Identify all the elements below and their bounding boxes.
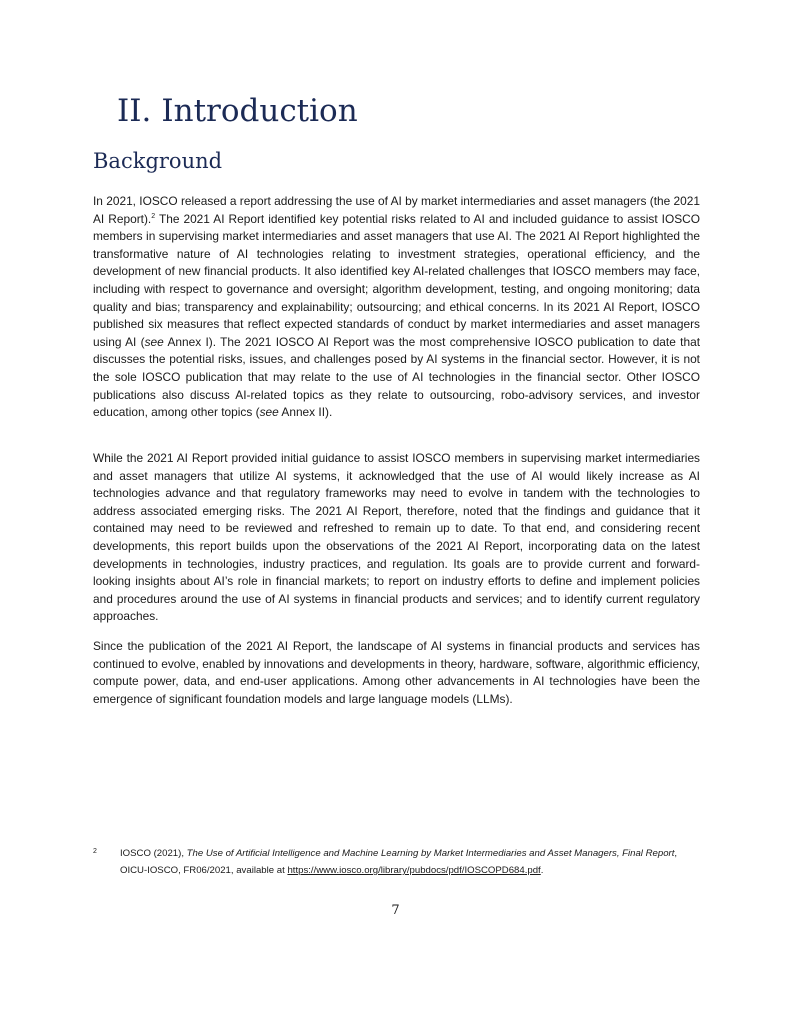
footnote-middle: , OICU-IOSCO, FR06/2021, available at xyxy=(120,848,678,876)
footnote xyxy=(93,845,700,879)
chapter-title: Introduction xyxy=(161,93,358,129)
see-italic: see xyxy=(144,334,164,349)
footnote-report-title: The Use of Artificial Intelligence and Machine Learning by Market Intermediaries and Asset Managers, Final Report xyxy=(186,848,675,859)
paragraph-background-1 xyxy=(93,193,700,422)
footnote-reference[interactable]: 2 xyxy=(151,212,156,220)
paragraph-text: The 2021 AI Report identified key potential risks related to AI and included guidance to assist IOSCO members in supervising market intermediaries and asset managers that use AI. The 2021 AI Report highlighted the transformative nature of AI technologies relating to investment strategies, operational efficiency, and the development of new financial products. It also identified key AI-related challenges that IOSCO members may face, including with respect to governance and oversight; algorithm development, testing, and ongoing monitoring; data quality and bias; transparency and explainability; outsourcing; and ethical concerns. In its 2021 AI Report, IOSCO published six measures that reflect expected standards of conduct by market intermediaries and asset managers using AI ( xyxy=(93,211,700,349)
paragraph-background-2: While the 2021 AI Report provided initial guidance to assist IOSCO members in supervising market intermediaries and asset managers that utilize AI systems, it acknowledged that the use of AI would likely increase as AI technologies advance and that regulatory frameworks may need to evolve in tandem with the technologies to address associated emerging risks. The 2021 AI Report, therefore, noted that the findings and guidance that it contained may need to be reviewed and refreshed to remain up to date. To that end, and considering recent developments, this report builds upon the observations of the 2021 AI Report, incorporating data on the latest developments in technologies, industry practices, and regulation. Its goals are to provide current and forward-looking insights about AI’s role in financial markets; to report on industry efforts to define and implement policies and procedures around the use of AI systems in financial products and services; and to identify current regulatory approaches. xyxy=(93,451,700,624)
paragraph-text: Annex II). xyxy=(278,405,333,420)
see-italic: see xyxy=(259,405,279,420)
footnote-link[interactable]: https://www.iosco.org/library/pubdocs/pdf/IOSCOPD684.pdf xyxy=(287,865,541,876)
paragraph-text: In 2021, IOSCO released a report addressing the use of AI by market intermediaries and asset managers (the 2021 AI Report). xyxy=(93,194,700,226)
paragraph-background-3: Since the publication of the 2021 AI Report, the landscape of AI systems in financial products and services has continued to evolve, enabled by innovations and developments in theory, hardware, software, algorithmic efficiency, compute power, data, and end-user applications. Among other advancements in AI technologies have been the emergence of significant foundation models and large language models (LLMs). xyxy=(93,639,700,706)
chapter-heading xyxy=(117,93,358,129)
footnote-text xyxy=(120,845,700,879)
footnote-number: 2 xyxy=(93,848,97,855)
section-heading: Background xyxy=(93,149,223,173)
page-number: 7 xyxy=(391,903,400,918)
footnote-prefix: IOSCO (2021), xyxy=(120,848,187,859)
paragraph-text: Annex I). The 2021 IOSCO AI Report was the most comprehensive IOSCO publication to date that discusses the potential risks, issues, and challenges posed by AI systems in the financial sector. However, it is not the sole IOSCO publication that may relate to the use of AI technologies in the financial sector. Other IOSCO publications also discuss AI-related topics as they relate to outsourcing, robo-advisory services, and investor education, among other topics ( xyxy=(93,334,700,420)
chapter-number: II. xyxy=(117,93,152,129)
footnote-suffix: . xyxy=(540,865,544,876)
